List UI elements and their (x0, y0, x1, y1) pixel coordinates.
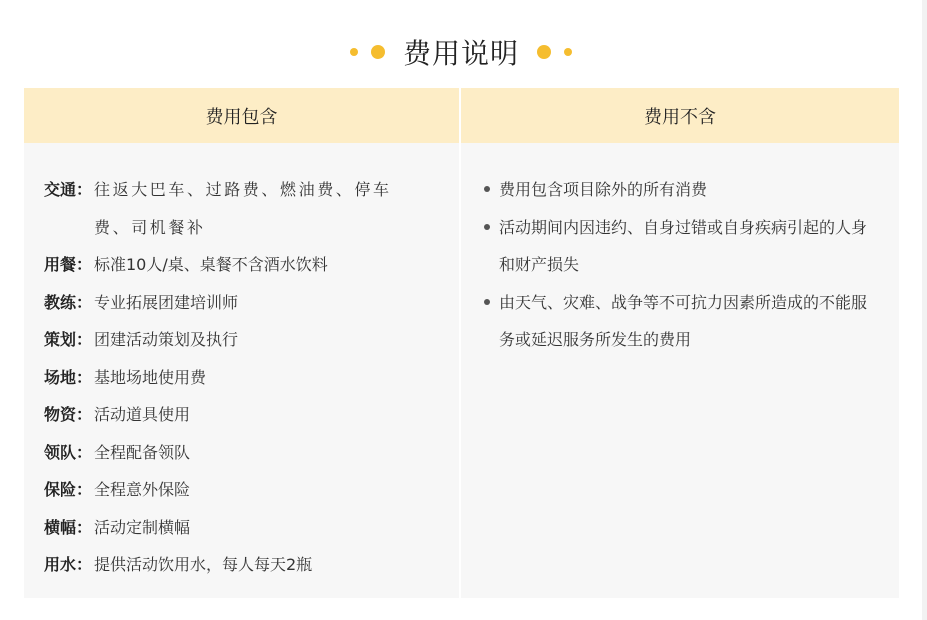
included-item-key: 策划： (44, 330, 93, 349)
included-item-value: 往返大巴车、过路费、燃油费、停车费、司机餐补 (94, 180, 392, 237)
included-item (44, 246, 459, 284)
excluded-body (461, 143, 899, 359)
included-item-value: 基地场地使用费 (94, 367, 207, 387)
included-item-value: 全程意外保险 (94, 480, 191, 499)
included-item (44, 321, 459, 359)
included-item (44, 509, 459, 547)
title-left-dots (350, 45, 385, 59)
excluded-item-text: 费用包含项目除外的所有消费 (499, 180, 708, 199)
page-right-edge (922, 0, 927, 620)
included-item-key: 领队： (44, 442, 93, 462)
decorative-dot-icon (537, 45, 551, 59)
included-item (44, 359, 459, 397)
decorative-dot-icon (564, 48, 572, 56)
included-item-key: 用餐： (44, 255, 93, 274)
included-item (44, 396, 459, 434)
included-body (24, 143, 459, 584)
included-item (44, 546, 459, 584)
excluded-item (483, 171, 899, 209)
included-item-key: 交通： (44, 180, 93, 199)
page-title: 费用说明 (402, 37, 519, 70)
excluded-item (483, 284, 899, 359)
bullet-dot-icon (483, 171, 499, 209)
included-item (44, 471, 459, 509)
included-item-value: 团建活动策划及执行 (94, 330, 239, 349)
excluded-column (459, 88, 899, 598)
excluded-header: 费用不含 (461, 88, 899, 143)
included-item-value: 全程配备领队 (94, 442, 191, 462)
excluded-item (483, 209, 899, 284)
included-item-value: 活动定制横幅 (94, 517, 191, 537)
fee-table (24, 88, 899, 598)
included-item-value: 专业拓展团建培训师 (94, 292, 239, 312)
bullet-dot-icon (483, 209, 499, 284)
included-item-value: 标准10人/桌、桌餐不含酒水饮料 (94, 255, 328, 274)
included-item-key: 教练： (44, 292, 93, 312)
included-item-key: 保险： (44, 480, 93, 499)
included-item-value: 活动道具使用 (94, 405, 191, 424)
included-item-key: 场地： (44, 367, 93, 387)
included-item-key: 用水： (44, 555, 93, 574)
included-column (24, 88, 459, 598)
included-header: 费用包含 (24, 88, 459, 143)
excluded-item-text: 活动期间内因违约、自身过错或自身疾病引起的人身和财产损失 (499, 217, 868, 274)
bullet-dot-icon (483, 284, 499, 359)
excluded-item-text: 由天气、灾难、战争等不可抗力因素所造成的不能服务或延迟服务所发生的费用 (499, 292, 868, 349)
included-item (44, 434, 459, 472)
title-right-dots (537, 45, 572, 59)
decorative-dot-icon (350, 48, 358, 56)
excluded-list (461, 171, 899, 359)
included-item (44, 171, 459, 246)
included-item-value: 提供活动饮用水，每人每天2瓶 (94, 555, 313, 574)
included-item-key: 物资： (44, 405, 93, 424)
included-item-key: 横幅： (44, 517, 93, 537)
section-title-row (0, 30, 922, 74)
decorative-dot-icon (371, 45, 385, 59)
included-item (44, 284, 459, 322)
included-list (24, 171, 459, 584)
